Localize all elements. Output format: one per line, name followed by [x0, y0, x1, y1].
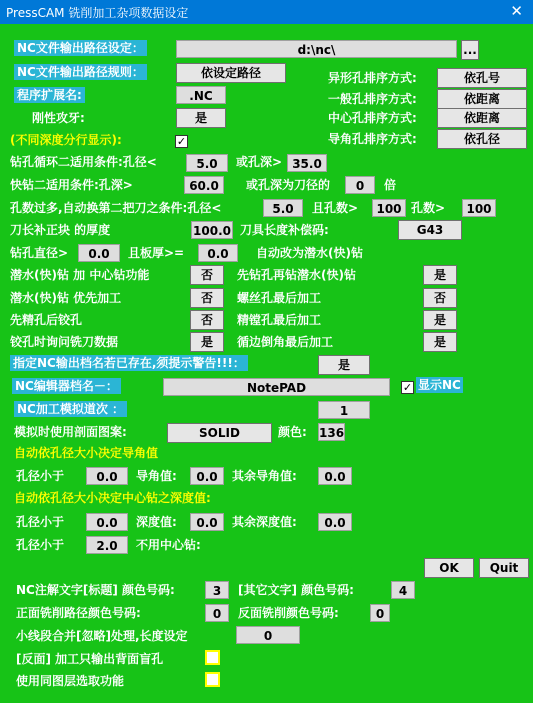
same-layer-checkbox[interactable]	[205, 672, 220, 687]
title-bar	[0, 0, 533, 24]
tool-length-label: 刀长补正块 的厚度	[10, 223, 111, 237]
too-many-holes-count2-label: 孔数>	[411, 201, 446, 215]
too-many-holes-count2-field[interactable]: 100	[462, 199, 496, 217]
auto-chamfer-dia-label: 孔径小于	[16, 469, 65, 483]
option-label-center-drill: 潜水(快)钻 加 中心钻功能	[10, 268, 150, 282]
fast-drill2-depth-field[interactable]: 60.0	[184, 176, 224, 194]
nc-output-rule-label: NC文件输出路径规则：	[14, 64, 147, 80]
annotation-title-color-label: NC注解文字[标题] 颜色号码:	[16, 583, 175, 597]
auto-chamfer-dia-field[interactable]: 0.0	[86, 467, 128, 485]
too-many-holes-label: 孔数过多,自动换第二把刀之条件:孔径<	[10, 201, 222, 215]
auto-chamfer-rest-label: 其余导角值:	[232, 469, 297, 483]
tool-length-code-select[interactable]: G43	[398, 220, 462, 240]
show-nc-checkbox[interactable]: ✓	[402, 381, 413, 394]
option-finish-ream-select[interactable]: 否	[190, 310, 224, 330]
option-ream-ask-select[interactable]: 是	[190, 332, 224, 352]
auto-center-title: 自动依孔径大小决定中心钻之深度值:	[14, 491, 211, 505]
drill-dia-thickness-label: 且板厚>=	[128, 246, 185, 260]
general-sort-select[interactable]: 依距离	[437, 89, 527, 109]
option-drill-first-select[interactable]: 是	[423, 265, 457, 285]
drill-dia-thickness-field[interactable]: 0.0	[198, 244, 238, 262]
option-center-drill-select[interactable]: 否	[190, 265, 224, 285]
drill-dia-field[interactable]: 0.0	[78, 244, 120, 262]
option-label-drill-first: 先钻孔再钻潜水(快)钻	[237, 268, 356, 282]
overwrite-warn-select[interactable]: 是	[318, 355, 370, 375]
front-path-color-label: 正面铣削路径颜色号码:	[16, 606, 141, 620]
nc-output-rule-select[interactable]: 依设定路径	[176, 63, 286, 83]
option-label-bore-last: 精镗孔最后加工	[237, 313, 322, 327]
tool-length-thickness-field[interactable]: 100.0	[191, 221, 233, 239]
section-color-label: 颜色:	[278, 425, 307, 439]
drill-dia-label: 钻孔直径>	[10, 246, 69, 260]
overwrite-warn-label: 指定NC输出档名若已存在,须提示警告!!!：	[10, 355, 248, 371]
quit-button[interactable]: Quit	[479, 558, 529, 578]
same-layer-label: 使用同图层选取功能	[16, 674, 125, 688]
annotation-other-color-label: [其它文字] 颜色号码:	[238, 583, 354, 597]
back-only-label: [反面] 加工只输出背面盲孔	[16, 652, 164, 666]
ok-button[interactable]: OK	[424, 558, 474, 578]
auto-chamfer-value-field[interactable]: 0.0	[190, 467, 224, 485]
option-quick-first-select[interactable]: 否	[190, 288, 224, 308]
depth-split-checkbox[interactable]: ✓	[176, 135, 187, 148]
rigid-tap-label: 刚性攻牙:	[32, 111, 85, 125]
special-sort-select[interactable]: 依孔号	[437, 68, 527, 88]
center-sort-select[interactable]: 依距离	[437, 108, 527, 128]
too-many-holes-count-label: 且孔数>	[312, 201, 359, 215]
option-label-quick-first: 潜水(快)钻 优先加工	[10, 291, 122, 305]
auto-chamfer-rest-field[interactable]: 0.0	[318, 467, 352, 485]
drill-cycle2-depth-field[interactable]: 35.0	[287, 154, 327, 172]
back-path-color-label: 反面铣削颜色号码:	[238, 606, 339, 620]
section-pattern-label: 模拟时使用剖面图案:	[14, 425, 127, 439]
close-icon[interactable]: ✕	[510, 2, 523, 20]
auto-center-depth-label: 深度值:	[136, 515, 177, 529]
option-label-ream-ask: 铰孔时询问铣刀数据	[10, 335, 119, 349]
option-bore-last-select[interactable]: 是	[423, 310, 457, 330]
auto-center-dia-field[interactable]: 0.0	[86, 513, 128, 531]
drill-dia-suffix: 自动改为潜水(快)钻	[256, 246, 363, 260]
option-label-edge-chamfer-last: 循边倒角最后加工	[237, 335, 334, 349]
option-edge-chamfer-last-select[interactable]: 是	[423, 332, 457, 352]
auto-center-depth-field[interactable]: 0.0	[190, 513, 224, 531]
merge-segments-label: 小线段合并[忽略]处理,长度设定	[16, 629, 188, 643]
option-label-screw-last: 螺丝孔最后加工	[237, 291, 322, 305]
special-sort-label: 异形孔排序方式:	[328, 71, 417, 85]
fast-drill2-suffix: 倍	[384, 178, 397, 192]
merge-segments-field[interactable]: 0	[236, 626, 300, 644]
depth-split-label: (不同深度分行显示):	[10, 133, 122, 147]
option-label-finish-ream: 先精孔后铰孔	[10, 313, 83, 327]
annotation-other-color-field[interactable]: 4	[391, 581, 415, 599]
section-pattern-select[interactable]: SOLID	[167, 423, 272, 443]
drill-cycle2-label: 钻孔循环二适用条件:孔径<	[10, 155, 157, 169]
program-ext-field[interactable]: .NC	[176, 86, 226, 104]
chamfer-sort-label: 导角孔排序方式:	[328, 132, 417, 146]
show-nc-label: 显示NC	[418, 378, 461, 392]
general-sort-label: 一般孔排序方式:	[328, 92, 417, 106]
browse-button[interactable]: ...	[461, 40, 479, 60]
no-center-suffix: 不用中心钻:	[136, 538, 201, 552]
no-center-field[interactable]: 2.0	[86, 536, 128, 554]
annotation-title-color-field[interactable]: 3	[205, 581, 229, 599]
drill-cycle2-or-label: 或孔深>	[236, 155, 283, 169]
sim-passes-field[interactable]: 1	[318, 401, 370, 419]
drill-cycle2-dia-field[interactable]: 5.0	[186, 154, 228, 172]
window-title: PressCAM 铣削加工杂项数据设定	[6, 6, 189, 20]
auto-center-dia-label: 孔径小于	[16, 515, 65, 529]
fast-drill2-ratio-field[interactable]: 0	[345, 176, 375, 194]
section-color-field[interactable]: 136	[318, 423, 345, 441]
sim-passes-label: NC加工模拟道次 ：	[14, 401, 127, 417]
auto-chamfer-value-label: 导角值:	[136, 469, 177, 483]
front-path-color-field[interactable]: 0	[205, 604, 229, 622]
option-screw-last-select[interactable]: 否	[423, 288, 457, 308]
auto-center-rest-label: 其余深度值:	[232, 515, 297, 529]
back-only-checkbox[interactable]	[205, 650, 220, 665]
too-many-holes-count-field[interactable]: 100	[372, 199, 406, 217]
too-many-holes-dia-field[interactable]: 5.0	[263, 199, 303, 217]
nc-output-path-label: NC文件输出路径设定：	[14, 40, 147, 56]
fast-drill2-label: 快钻二适用条件:孔深>	[10, 178, 133, 192]
auto-center-rest-field[interactable]: 0.0	[318, 513, 352, 531]
tool-length-code-label: 刀具长度补偿码:	[240, 223, 329, 237]
fast-drill2-or-label: 或孔深为刀径的	[246, 178, 331, 192]
editor-field[interactable]: NotePAD	[163, 378, 390, 396]
center-sort-label: 中心孔排序方式:	[328, 111, 417, 125]
auto-chamfer-title: 自动依孔径大小决定导角值	[14, 446, 159, 460]
chamfer-sort-select[interactable]: 依孔径	[437, 129, 527, 149]
no-center-label: 孔径小于	[16, 538, 65, 552]
rigid-tap-select[interactable]: 是	[176, 108, 226, 128]
nc-output-path-field[interactable]: d:\nc\	[176, 40, 457, 58]
editor-label: NC编辑器档名－：	[12, 378, 121, 394]
back-path-color-field[interactable]: 0	[370, 604, 390, 622]
program-ext-label: 程序扩展名:	[14, 87, 85, 103]
